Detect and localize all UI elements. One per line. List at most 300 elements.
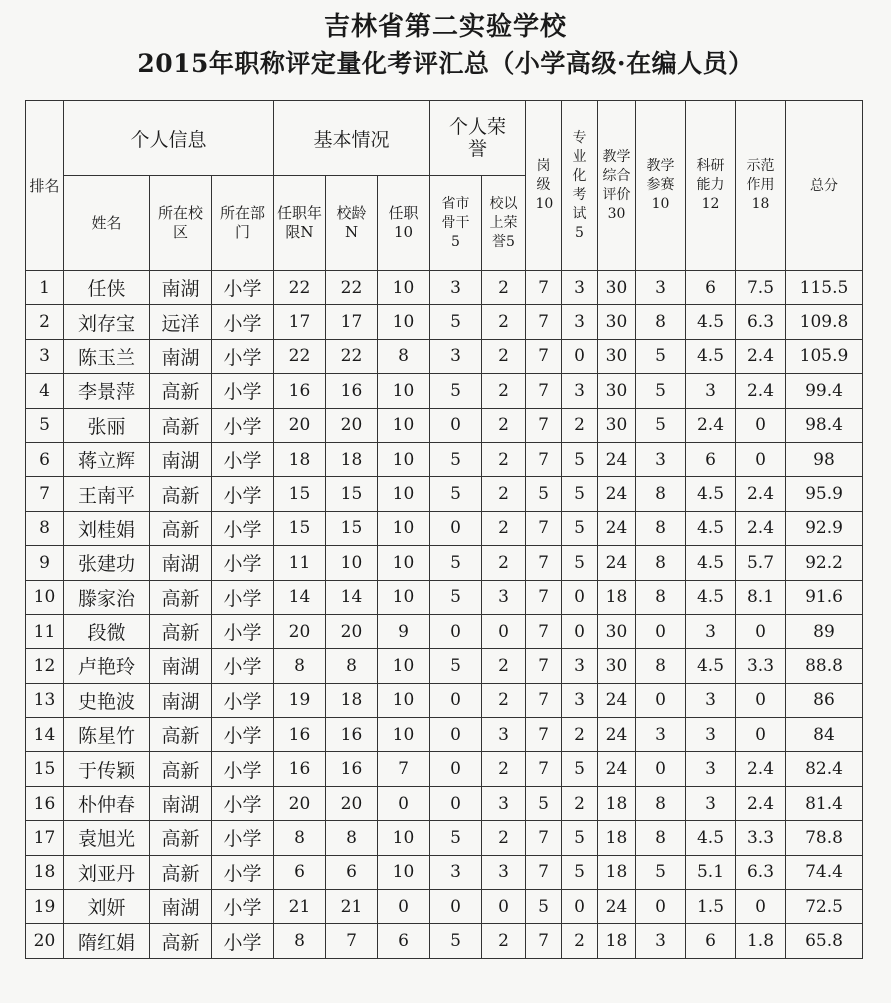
- cell-total: 92.9: [786, 511, 863, 545]
- cell-research: 3: [686, 614, 736, 648]
- cell-years: 19: [274, 683, 326, 717]
- cell-research: 4.5: [686, 477, 736, 511]
- cell-name: 任侠: [64, 271, 150, 305]
- cell-teaching: 18: [598, 786, 636, 820]
- cell-demo: 0: [736, 614, 786, 648]
- cell-duty: 10: [378, 408, 430, 442]
- cell-demo: 2.4: [736, 477, 786, 511]
- cell-duty: 10: [378, 683, 430, 717]
- cell-campus: 高新: [150, 821, 212, 855]
- cell-exam: 3: [562, 271, 598, 305]
- cell-duty: 10: [378, 305, 430, 339]
- cell-teaching: 30: [598, 339, 636, 373]
- cell-teaching: 30: [598, 408, 636, 442]
- cell-research: 4.5: [686, 339, 736, 373]
- cell-dept: 小学: [212, 271, 274, 305]
- cell-contest: 8: [636, 580, 686, 614]
- cell-school: 3: [482, 580, 526, 614]
- cell-total: 115.5: [786, 271, 863, 305]
- cell-dept: 小学: [212, 408, 274, 442]
- cell-research: 4.5: [686, 649, 736, 683]
- cell-exam: 2: [562, 718, 598, 752]
- cell-contest: 8: [636, 821, 686, 855]
- cell-duty: 10: [378, 649, 430, 683]
- cell-prov: 5: [430, 305, 482, 339]
- cell-age: 22: [326, 339, 378, 373]
- cell-post: 7: [526, 580, 562, 614]
- cell-school: 3: [482, 855, 526, 889]
- cell-research: 2.4: [686, 408, 736, 442]
- cell-prov: 5: [430, 924, 482, 958]
- cell-post: 7: [526, 339, 562, 373]
- cell-years: 21: [274, 890, 326, 924]
- cell-age: 15: [326, 511, 378, 545]
- cell-duty: 8: [378, 339, 430, 373]
- cell-school: 2: [482, 374, 526, 408]
- cell-post: 7: [526, 511, 562, 545]
- cell-age: 15: [326, 477, 378, 511]
- cell-prov: 0: [430, 752, 482, 786]
- cell-school: 2: [482, 477, 526, 511]
- cell-exam: 3: [562, 649, 598, 683]
- cell-post: 7: [526, 752, 562, 786]
- cell-demo: 7.5: [736, 271, 786, 305]
- cell-demo: 0: [736, 442, 786, 476]
- cell-campus: 高新: [150, 924, 212, 958]
- cell-years: 20: [274, 408, 326, 442]
- cell-dept: 小学: [212, 752, 274, 786]
- cell-age: 16: [326, 374, 378, 408]
- cell-demo: 6.3: [736, 855, 786, 889]
- cell-rank: 6: [26, 442, 64, 476]
- cell-teaching: 18: [598, 855, 636, 889]
- cell-contest: 0: [636, 683, 686, 717]
- cell-rank: 16: [26, 786, 64, 820]
- cell-demo: 0: [736, 683, 786, 717]
- cell-years: 17: [274, 305, 326, 339]
- cell-teaching: 24: [598, 511, 636, 545]
- header-school: 校以上荣誉5: [482, 176, 526, 271]
- header-post: 岗级10: [526, 101, 562, 271]
- cell-research: 3: [686, 786, 736, 820]
- cell-name: 刘桂娟: [64, 511, 150, 545]
- cell-prov: 3: [430, 339, 482, 373]
- cell-rank: 1: [26, 271, 64, 305]
- cell-exam: 5: [562, 477, 598, 511]
- header-research: 科研能力12: [686, 101, 736, 271]
- table-row: [26, 374, 863, 408]
- cell-years: 8: [274, 924, 326, 958]
- cell-campus: 南湖: [150, 786, 212, 820]
- cell-contest: 8: [636, 786, 686, 820]
- cell-total: 88.8: [786, 649, 863, 683]
- cell-duty: 10: [378, 271, 430, 305]
- cell-total: 92.2: [786, 546, 863, 580]
- cell-age: 20: [326, 614, 378, 648]
- cell-duty: 0: [378, 786, 430, 820]
- cell-total: 84: [786, 718, 863, 752]
- cell-exam: 3: [562, 305, 598, 339]
- cell-campus: 南湖: [150, 649, 212, 683]
- cell-research: 3: [686, 752, 736, 786]
- cell-dept: 小学: [212, 511, 274, 545]
- cell-total: 65.8: [786, 924, 863, 958]
- document-title: 吉林省第二实验学校: [323, 12, 567, 42]
- cell-demo: 0: [736, 890, 786, 924]
- cell-demo: 2.4: [736, 374, 786, 408]
- cell-years: 6: [274, 855, 326, 889]
- header-duty: 任职10: [378, 176, 430, 271]
- cell-contest: 0: [636, 890, 686, 924]
- cell-age: 21: [326, 890, 378, 924]
- cell-campus: 南湖: [150, 339, 212, 373]
- cell-exam: 2: [562, 924, 598, 958]
- cell-duty: 10: [378, 511, 430, 545]
- cell-prov: 5: [430, 546, 482, 580]
- cell-teaching: 24: [598, 752, 636, 786]
- cell-name: 朴仲春: [64, 786, 150, 820]
- cell-teaching: 18: [598, 924, 636, 958]
- cell-exam: 5: [562, 546, 598, 580]
- cell-teaching: 24: [598, 890, 636, 924]
- cell-campus: 高新: [150, 477, 212, 511]
- cell-prov: 0: [430, 408, 482, 442]
- cell-age: 16: [326, 752, 378, 786]
- cell-campus: 高新: [150, 374, 212, 408]
- cell-rank: 11: [26, 614, 64, 648]
- cell-research: 1.5: [686, 890, 736, 924]
- cell-dept: 小学: [212, 477, 274, 511]
- cell-exam: 3: [562, 683, 598, 717]
- cell-prov: 0: [430, 890, 482, 924]
- cell-school: 2: [482, 305, 526, 339]
- cell-exam: 3: [562, 374, 598, 408]
- cell-dept: 小学: [212, 374, 274, 408]
- cell-campus: 高新: [150, 614, 212, 648]
- cell-name: 张丽: [64, 408, 150, 442]
- cell-name: 隋红娟: [64, 924, 150, 958]
- cell-teaching: 30: [598, 649, 636, 683]
- cell-age: 14: [326, 580, 378, 614]
- cell-prov: 5: [430, 374, 482, 408]
- cell-dept: 小学: [212, 649, 274, 683]
- cell-contest: 5: [636, 408, 686, 442]
- header-exam: 专业化考试5: [562, 101, 598, 271]
- cell-duty: 10: [378, 718, 430, 752]
- cell-post: 7: [526, 305, 562, 339]
- cell-campus: 南湖: [150, 271, 212, 305]
- cell-demo: 5.7: [736, 546, 786, 580]
- cell-name: 王南平: [64, 477, 150, 511]
- cell-campus: 高新: [150, 408, 212, 442]
- table-row: [26, 339, 863, 373]
- header-name: 姓名: [64, 176, 150, 271]
- cell-total: 91.6: [786, 580, 863, 614]
- cell-rank: 2: [26, 305, 64, 339]
- cell-duty: 10: [378, 580, 430, 614]
- cell-teaching: 30: [598, 305, 636, 339]
- cell-years: 22: [274, 271, 326, 305]
- cell-duty: 7: [378, 752, 430, 786]
- cell-post: 7: [526, 408, 562, 442]
- cell-rank: 7: [26, 477, 64, 511]
- cell-campus: 高新: [150, 752, 212, 786]
- cell-exam: 5: [562, 752, 598, 786]
- cell-teaching: 30: [598, 614, 636, 648]
- cell-school: 2: [482, 271, 526, 305]
- cell-demo: 6.3: [736, 305, 786, 339]
- cell-duty: 10: [378, 477, 430, 511]
- cell-campus: 南湖: [150, 546, 212, 580]
- cell-demo: 0: [736, 408, 786, 442]
- cell-dept: 小学: [212, 339, 274, 373]
- cell-contest: 3: [636, 271, 686, 305]
- cell-prov: 0: [430, 718, 482, 752]
- header-dept: 所在部门: [212, 176, 274, 271]
- cell-school: 2: [482, 408, 526, 442]
- cell-total: 98: [786, 442, 863, 476]
- table-row: [26, 649, 863, 683]
- cell-demo: 0: [736, 718, 786, 752]
- cell-dept: 小学: [212, 580, 274, 614]
- table-row: [26, 821, 863, 855]
- table-row: [26, 477, 863, 511]
- cell-dept: 小学: [212, 855, 274, 889]
- cell-school: 2: [482, 546, 526, 580]
- table-row: [26, 271, 863, 305]
- cell-age: 10: [326, 546, 378, 580]
- cell-demo: 2.4: [736, 339, 786, 373]
- cell-research: 4.5: [686, 511, 736, 545]
- cell-research: 4.5: [686, 821, 736, 855]
- cell-exam: 0: [562, 890, 598, 924]
- cell-rank: 14: [26, 718, 64, 752]
- cell-school: 0: [482, 614, 526, 648]
- cell-exam: 0: [562, 580, 598, 614]
- cell-teaching: 24: [598, 477, 636, 511]
- cell-campus: 南湖: [150, 683, 212, 717]
- cell-teaching: 18: [598, 821, 636, 855]
- cell-contest: 3: [636, 924, 686, 958]
- cell-age: 20: [326, 408, 378, 442]
- cell-duty: 10: [378, 821, 430, 855]
- cell-post: 5: [526, 477, 562, 511]
- table-row: [26, 305, 863, 339]
- cell-duty: 0: [378, 890, 430, 924]
- cell-dept: 小学: [212, 614, 274, 648]
- cell-name: 张建功: [64, 546, 150, 580]
- cell-total: 99.4: [786, 374, 863, 408]
- cell-rank: 20: [26, 924, 64, 958]
- cell-teaching: 18: [598, 580, 636, 614]
- cell-research: 4.5: [686, 305, 736, 339]
- cell-years: 11: [274, 546, 326, 580]
- table-row: [26, 442, 863, 476]
- cell-teaching: 24: [598, 718, 636, 752]
- cell-exam: 5: [562, 855, 598, 889]
- cell-prov: 5: [430, 580, 482, 614]
- cell-name: 刘存宝: [64, 305, 150, 339]
- cell-years: 15: [274, 477, 326, 511]
- cell-duty: 10: [378, 546, 430, 580]
- header-rank: 排名: [26, 101, 64, 271]
- cell-duty: 6: [378, 924, 430, 958]
- cell-demo: 2.4: [736, 752, 786, 786]
- cell-exam: 0: [562, 339, 598, 373]
- cell-research: 4.5: [686, 546, 736, 580]
- table-row: [26, 786, 863, 820]
- cell-teaching: 24: [598, 683, 636, 717]
- cell-prov: 0: [430, 614, 482, 648]
- cell-school: 2: [482, 511, 526, 545]
- cell-exam: 5: [562, 442, 598, 476]
- cell-duty: 10: [378, 855, 430, 889]
- cell-exam: 5: [562, 821, 598, 855]
- cell-school: 2: [482, 649, 526, 683]
- cell-name: 于传颖: [64, 752, 150, 786]
- cell-years: 15: [274, 511, 326, 545]
- header-campus: 所在校区: [150, 176, 212, 271]
- cell-duty: 10: [378, 374, 430, 408]
- cell-rank: 13: [26, 683, 64, 717]
- header-honor: 个人荣誉: [430, 101, 526, 176]
- cell-total: 105.9: [786, 339, 863, 373]
- cell-total: 89: [786, 614, 863, 648]
- cell-name: 蒋立辉: [64, 442, 150, 476]
- cell-name: 滕家治: [64, 580, 150, 614]
- cell-years: 18: [274, 442, 326, 476]
- table-row: [26, 924, 863, 958]
- cell-total: 109.8: [786, 305, 863, 339]
- cell-rank: 3: [26, 339, 64, 373]
- cell-exam: 2: [562, 408, 598, 442]
- cell-dept: 小学: [212, 890, 274, 924]
- cell-post: 7: [526, 924, 562, 958]
- cell-age: 7: [326, 924, 378, 958]
- cell-contest: 3: [636, 442, 686, 476]
- cell-campus: 远洋: [150, 305, 212, 339]
- cell-post: 5: [526, 786, 562, 820]
- cell-contest: 0: [636, 614, 686, 648]
- cell-campus: 高新: [150, 855, 212, 889]
- cell-post: 7: [526, 649, 562, 683]
- cell-name: 刘亚丹: [64, 855, 150, 889]
- cell-school: 2: [482, 339, 526, 373]
- cell-name: 刘妍: [64, 890, 150, 924]
- cell-exam: 2: [562, 786, 598, 820]
- cell-teaching: 30: [598, 271, 636, 305]
- cell-school: 3: [482, 786, 526, 820]
- cell-teaching: 30: [598, 374, 636, 408]
- cell-years: 16: [274, 718, 326, 752]
- cell-rank: 4: [26, 374, 64, 408]
- cell-dept: 小学: [212, 786, 274, 820]
- cell-name: 陈玉兰: [64, 339, 150, 373]
- cell-age: 8: [326, 821, 378, 855]
- cell-school: 3: [482, 718, 526, 752]
- cell-post: 7: [526, 271, 562, 305]
- cell-post: 7: [526, 546, 562, 580]
- cell-school: 0: [482, 890, 526, 924]
- cell-total: 95.9: [786, 477, 863, 511]
- document-subtitle: 2015年职称评定量化考评汇总（小学高级·在编人员）: [137, 49, 754, 78]
- table-row: [26, 890, 863, 924]
- cell-demo: 3.3: [736, 821, 786, 855]
- cell-post: 5: [526, 890, 562, 924]
- cell-prov: 5: [430, 649, 482, 683]
- cell-contest: 0: [636, 752, 686, 786]
- cell-school: 2: [482, 821, 526, 855]
- cell-rank: 15: [26, 752, 64, 786]
- cell-school: 2: [482, 752, 526, 786]
- cell-dept: 小学: [212, 442, 274, 476]
- cell-total: 82.4: [786, 752, 863, 786]
- cell-prov: 5: [430, 821, 482, 855]
- cell-duty: 9: [378, 614, 430, 648]
- cell-total: 78.8: [786, 821, 863, 855]
- cell-name: 卢艳玲: [64, 649, 150, 683]
- table-row: [26, 752, 863, 786]
- cell-research: 5.1: [686, 855, 736, 889]
- cell-rank: 17: [26, 821, 64, 855]
- cell-dept: 小学: [212, 924, 274, 958]
- cell-school: 2: [482, 442, 526, 476]
- cell-years: 8: [274, 821, 326, 855]
- cell-name: 陈星竹: [64, 718, 150, 752]
- score-table: [25, 100, 863, 959]
- header-prov: 省市骨干5: [430, 176, 482, 271]
- cell-research: 6: [686, 442, 736, 476]
- cell-campus: 高新: [150, 580, 212, 614]
- cell-post: 7: [526, 718, 562, 752]
- cell-rank: 9: [26, 546, 64, 580]
- cell-campus: 高新: [150, 511, 212, 545]
- header-age: 校龄N: [326, 176, 378, 271]
- table-row: [26, 546, 863, 580]
- cell-exam: 0: [562, 614, 598, 648]
- cell-age: 16: [326, 718, 378, 752]
- cell-rank: 5: [26, 408, 64, 442]
- cell-years: 22: [274, 339, 326, 373]
- cell-years: 8: [274, 649, 326, 683]
- cell-prov: 0: [430, 786, 482, 820]
- cell-contest: 8: [636, 649, 686, 683]
- cell-contest: 5: [636, 855, 686, 889]
- cell-age: 22: [326, 271, 378, 305]
- cell-age: 18: [326, 683, 378, 717]
- cell-rank: 19: [26, 890, 64, 924]
- cell-prov: 5: [430, 477, 482, 511]
- cell-school: 2: [482, 683, 526, 717]
- cell-total: 74.4: [786, 855, 863, 889]
- cell-name: 李景萍: [64, 374, 150, 408]
- cell-name: 史艳波: [64, 683, 150, 717]
- cell-post: 7: [526, 374, 562, 408]
- cell-dept: 小学: [212, 546, 274, 580]
- table-row: [26, 614, 863, 648]
- cell-teaching: 24: [598, 546, 636, 580]
- cell-total: 98.4: [786, 408, 863, 442]
- cell-research: 4.5: [686, 580, 736, 614]
- cell-contest: 5: [636, 339, 686, 373]
- header-total: 总分: [786, 101, 863, 271]
- cell-research: 3: [686, 374, 736, 408]
- cell-duty: 10: [378, 442, 430, 476]
- cell-post: 7: [526, 683, 562, 717]
- cell-rank: 10: [26, 580, 64, 614]
- cell-total: 81.4: [786, 786, 863, 820]
- cell-age: 18: [326, 442, 378, 476]
